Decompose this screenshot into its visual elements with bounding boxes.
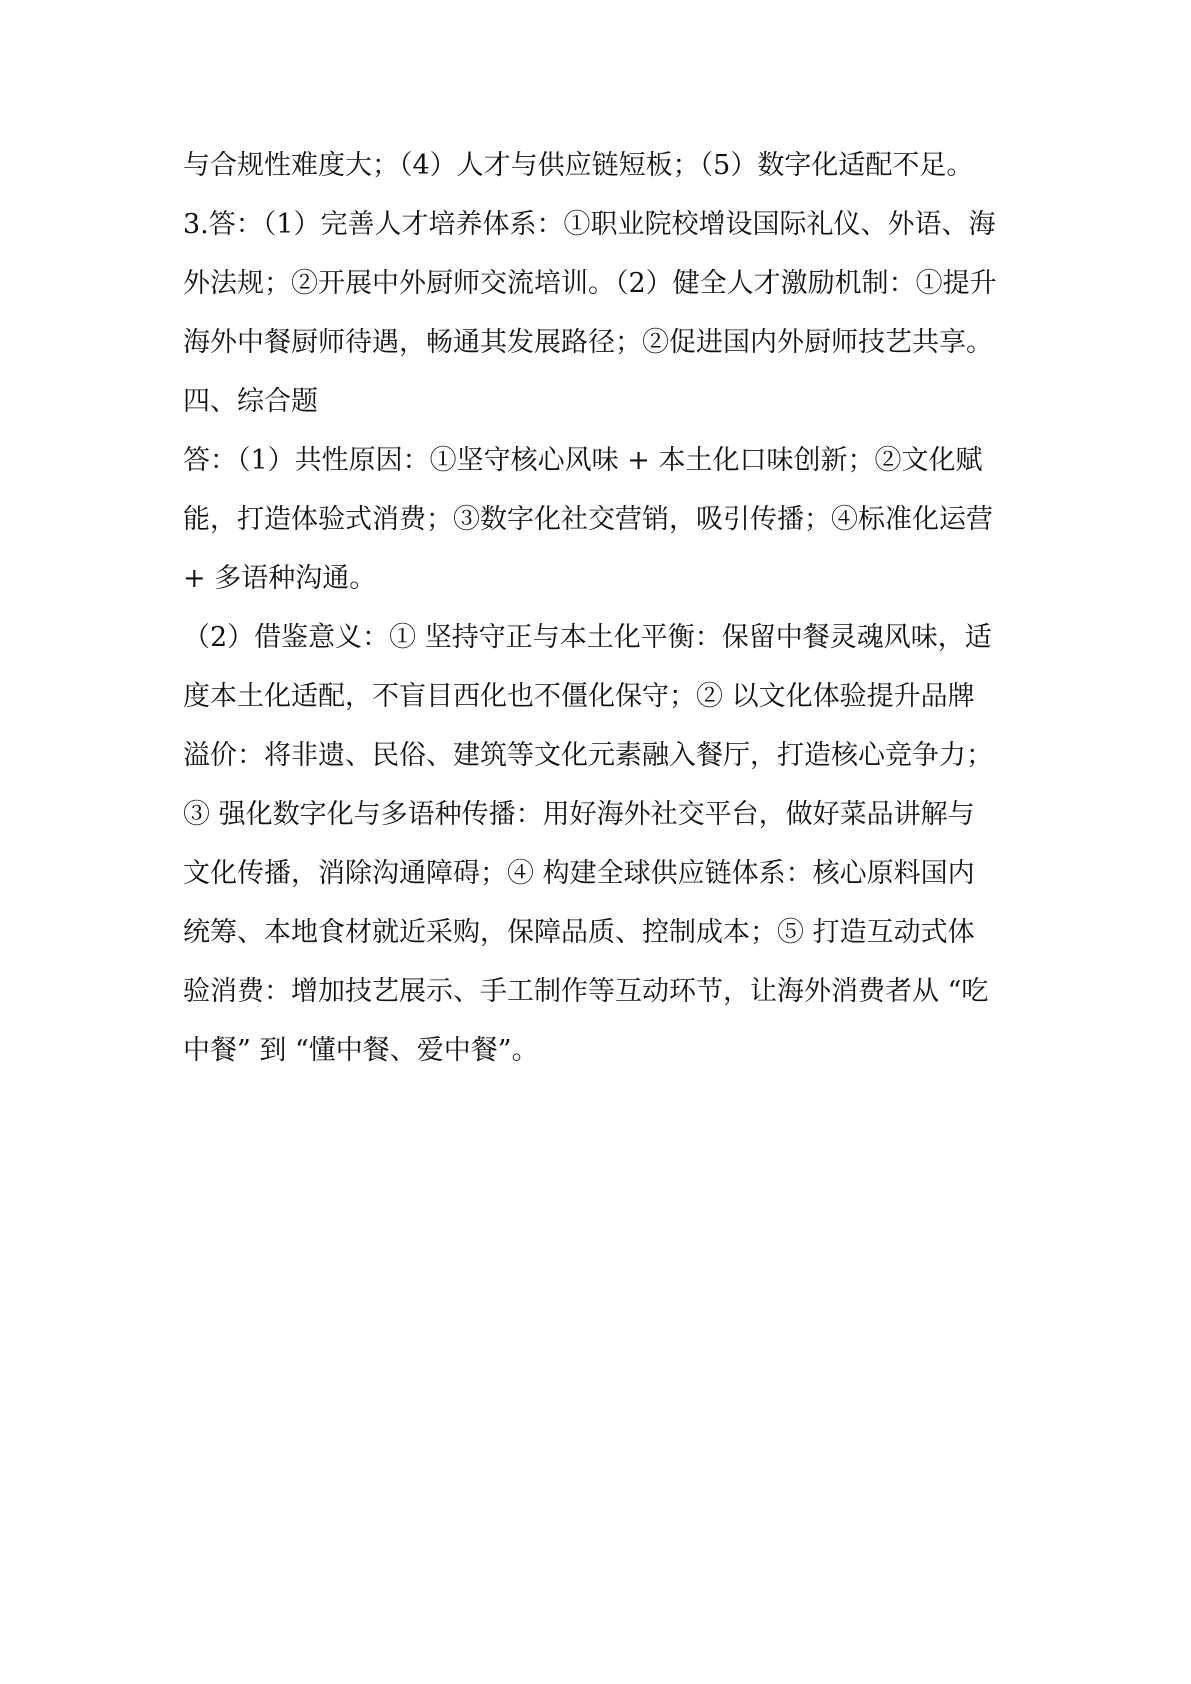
text-line: 溢价：将非遗、民俗、建筑等文化元素融入餐厅，打造核心竞争力；: [183, 740, 993, 771]
text-line: 外法规；②开展中外厨师交流培训。（2）健全人才激励机制：①提升: [183, 268, 997, 299]
text-line: + 多语种沟通。: [183, 563, 377, 594]
text-line: 海外中餐厨师待遇，畅通其发展路径；②促进国内外厨师技艺共享。: [183, 327, 993, 358]
text-line: ③ 强化数字化与多语种传播：用好海外社交平台，做好菜品讲解与: [183, 799, 975, 830]
text-line: 统筹、本地食材就近采购，保障品质、控制成本；⑤ 打造互动式体: [183, 917, 975, 948]
text-line: 度本土化适配，不盲目西化也不僵化保守；② 以文化体验提升品牌: [183, 681, 975, 712]
text-line: 与合规性难度大；（4）人才与供应链短板；（5）数字化适配不足。: [183, 150, 974, 181]
text-line: 3.答：（1）完善人才培养体系：①职业院校增设国际礼仪、外语、海: [183, 209, 996, 240]
text-line: （2）借鉴意义：① 坚持守正与本土化平衡：保留中餐灵魂风味，适: [183, 622, 992, 653]
text-line: 答：（1）共性原因：①坚守核心风味 + 本土化口味创新；②文化赋: [183, 445, 983, 476]
document-body: [183, 152, 1023, 1096]
text-line: 验消费：增加技艺展示、手工制作等互动环节，让海外消费者从 “吃: [183, 976, 989, 1007]
text-line: 中餐” 到 “懂中餐、爱中餐”。: [183, 1035, 539, 1066]
text-line: 文化传播，消除沟通障碍；④ 构建全球供应链体系：核心原料国内: [183, 858, 975, 889]
text-line: 能，打造体验式消费；③数字化社交营销，吸引传播；④标准化运营: [183, 504, 993, 535]
section-heading: 四、综合题: [183, 386, 318, 417]
